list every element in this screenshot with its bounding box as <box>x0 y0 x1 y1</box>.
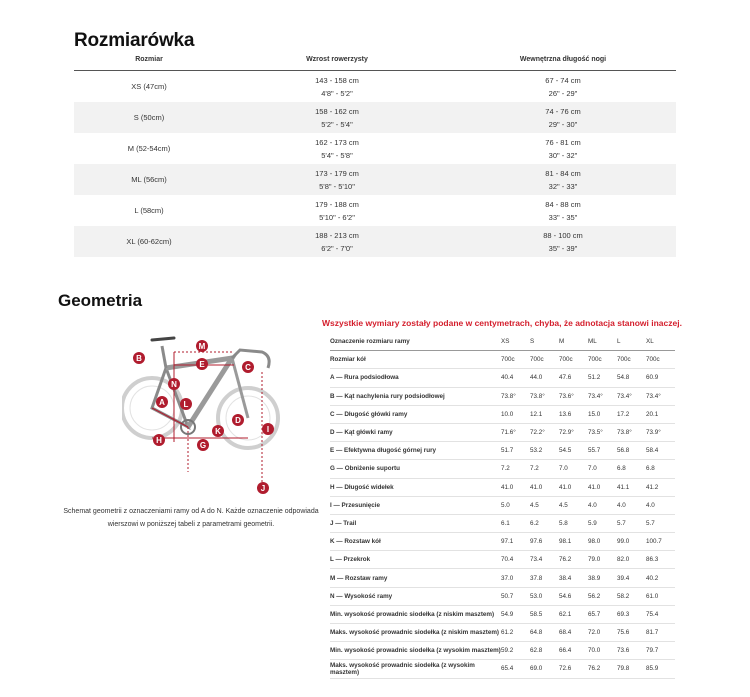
size-cell: XL (60-62cm) <box>126 237 172 246</box>
table-row <box>330 624 675 642</box>
header-height: Wzrost rowerzysty <box>306 56 368 63</box>
sizing-title: Rozmiarówka <box>74 30 195 51</box>
geometry-label: Maks. wysokość prowadnic siodełka (z niskim masztem) <box>330 629 500 637</box>
geometry-value: 62.8 <box>530 647 543 655</box>
geometry-value: 62.1 <box>559 610 572 618</box>
svg-text:A: A <box>159 398 165 407</box>
geometry-value: 82.0 <box>617 556 630 564</box>
svg-text:G: G <box>199 441 207 450</box>
svg-text:M: M <box>198 342 206 351</box>
geometry-title: Geometria <box>58 291 143 310</box>
geometry-value: 700c <box>617 356 631 364</box>
geometry-label: Min. wysokość prowadnic siodełka (z wysokim masztem) <box>330 647 501 655</box>
svg-text:D: D <box>235 416 241 425</box>
geometry-value: 54.5 <box>559 447 572 455</box>
height-cell <box>224 229 450 255</box>
geometry-value: 12.1 <box>530 410 543 418</box>
geometry-value: 40.4 <box>501 374 514 382</box>
geometry-value: 76.2 <box>588 665 601 673</box>
table-row <box>330 551 675 569</box>
table-row <box>330 369 675 387</box>
geometry-value: 97.6 <box>530 538 543 546</box>
height-cm: 158 - 162 cm <box>315 106 359 116</box>
geometry-value: 68.4 <box>559 629 572 637</box>
geometry-label: G — Obniżenie suportu <box>330 465 400 473</box>
geometry-value: 56.8 <box>617 447 630 455</box>
height-cm: 173 - 179 cm <box>315 168 359 178</box>
geometry-value: 41.0 <box>501 483 514 491</box>
geometry-value: 61.2 <box>501 629 514 637</box>
geometry-value: 700c <box>559 356 573 364</box>
geometry-value: 4.0 <box>588 501 597 509</box>
svg-text:C: C <box>245 363 251 372</box>
height-cell <box>224 198 450 224</box>
height-in: 6'2" - 7'0" <box>321 243 353 253</box>
geometry-label: Maks. wysokość prowadnic siodełka (z wysokim masztem) <box>330 661 475 676</box>
geometry-value: 70.4 <box>501 556 514 564</box>
table-row <box>74 102 676 133</box>
geometry-value: 58.2 <box>617 592 630 600</box>
geometry-value: 41.0 <box>559 483 572 491</box>
inseam-cm: 74 - 76 cm <box>545 106 581 116</box>
geometry-value: 54.6 <box>559 592 572 600</box>
inseam-in: 26" - 29" <box>548 88 578 98</box>
bike-geometry-diagram <box>122 322 282 497</box>
svg-text:B: B <box>136 354 142 363</box>
geometry-value: 44.0 <box>530 374 543 382</box>
size-cell: XS (47cm) <box>131 82 167 91</box>
table-row <box>330 479 675 497</box>
svg-text:L: L <box>183 400 189 409</box>
header-size: Rozmiar <box>135 56 163 63</box>
table-row <box>330 351 675 369</box>
header-xs: XS <box>501 338 510 346</box>
geometry-value: 15.0 <box>588 410 601 418</box>
header-xl: XL <box>646 338 654 346</box>
inseam-cell <box>450 198 676 224</box>
table-row <box>330 606 675 624</box>
geometry-label: J — Trail <box>330 519 357 527</box>
geometry-value: 4.0 <box>646 501 655 509</box>
size-cell: S (50cm) <box>133 113 165 122</box>
table-row <box>330 515 675 533</box>
table-row <box>74 164 676 195</box>
geometry-value: 5.0 <box>501 501 510 509</box>
header-s: S <box>530 338 535 346</box>
geometry-value: 98.0 <box>588 538 601 546</box>
sizing-table <box>74 56 676 257</box>
table-row <box>330 460 675 478</box>
inseam-cm: 67 - 74 cm <box>545 75 581 85</box>
geometry-value: 39.4 <box>617 574 630 582</box>
geometry-value: 79.7 <box>646 647 659 655</box>
header-label: Oznaczenie rozmiaru ramy <box>330 338 410 346</box>
geometry-value: 5.7 <box>646 519 655 527</box>
header-l: L <box>617 338 621 346</box>
geometry-value: 37.8 <box>530 574 543 582</box>
table-row <box>74 71 676 102</box>
table-row <box>74 195 676 226</box>
geometry-value: 54.8 <box>617 374 630 382</box>
geometry-value: 58.5 <box>530 610 543 618</box>
geometry-value: 700c <box>530 356 544 364</box>
geometry-table <box>330 333 675 679</box>
geometry-value: 40.2 <box>646 574 659 582</box>
geometry-label: Min. wysokość prowadnic siodełka (z niskim masztem) <box>330 610 495 618</box>
table-row <box>330 642 675 660</box>
inseam-cell <box>450 105 676 131</box>
table-row <box>330 406 675 424</box>
geometry-value: 75.4 <box>646 610 659 618</box>
geometry-value: 56.2 <box>588 592 601 600</box>
geometry-value: 60.9 <box>646 374 659 382</box>
geometry-table-header <box>330 333 675 351</box>
geometry-value: 73.8° <box>617 429 632 437</box>
table-row <box>330 497 675 515</box>
geometry-value: 73.9° <box>646 429 661 437</box>
geometry-value: 7.0 <box>588 465 597 473</box>
geometry-value: 7.2 <box>501 465 510 473</box>
geometry-value: 20.1 <box>646 410 659 418</box>
geometry-value: 71.6° <box>501 429 516 437</box>
geometry-value: 79.8 <box>617 665 630 673</box>
inseam-in: 35" - 39" <box>548 243 578 253</box>
geometry-value: 73.5° <box>588 429 603 437</box>
table-row <box>330 569 675 587</box>
size-cell: ML (56cm) <box>131 175 167 184</box>
height-cm: 188 - 213 cm <box>315 230 359 240</box>
height-in: 5'8" - 5'10" <box>319 181 355 191</box>
geometry-value: 73.6 <box>617 647 630 655</box>
geometry-value: 700c <box>501 356 515 364</box>
geometry-value: 76.2 <box>559 556 572 564</box>
geometry-label: D — Kąt główki ramy <box>330 429 393 437</box>
geometry-value: 65.4 <box>501 665 514 673</box>
height-cm: 162 - 173 cm <box>315 137 359 147</box>
geometry-value: 73.4 <box>530 556 543 564</box>
geometry-value: 5.7 <box>617 519 626 527</box>
inseam-cm: 88 - 100 cm <box>543 230 583 240</box>
table-row <box>330 424 675 442</box>
inseam-in: 30" - 32" <box>548 150 578 160</box>
height-cell <box>224 167 450 193</box>
geometry-value: 51.2 <box>588 374 601 382</box>
header-m: M <box>559 338 565 346</box>
geometry-value: 75.6 <box>617 629 630 637</box>
inseam-in: 29" - 30" <box>548 119 578 129</box>
inseam-cell <box>450 74 676 100</box>
inseam-cm: 81 - 84 cm <box>545 168 581 178</box>
geometry-value: 61.0 <box>646 592 659 600</box>
geometry-value: 17.2 <box>617 410 630 418</box>
geometry-value: 73.4° <box>617 392 632 400</box>
geometry-value: 4.0 <box>617 501 626 509</box>
geometry-value: 79.0 <box>588 556 601 564</box>
geometry-value: 58.4 <box>646 447 659 455</box>
geometry-label: M — Rozstaw ramy <box>330 574 388 582</box>
geometry-value: 85.9 <box>646 665 659 673</box>
geometry-value: 53.2 <box>530 447 543 455</box>
geometry-value: 700c <box>588 356 602 364</box>
geometry-label: K — Rozstaw kół <box>330 538 381 546</box>
svg-text:N: N <box>171 380 177 389</box>
size-cell: M (52-54cm) <box>127 144 171 153</box>
geometry-value: 6.1 <box>501 519 510 527</box>
geometry-value: 38.4 <box>559 574 572 582</box>
geometry-value: 73.4° <box>588 392 603 400</box>
geometry-value: 65.7 <box>588 610 601 618</box>
geometry-value: 81.7 <box>646 629 659 637</box>
geometry-value: 59.2 <box>501 647 514 655</box>
header-inseam: Wewnętrzna długość nogi <box>519 56 607 63</box>
geometry-value: 53.0 <box>530 592 543 600</box>
geometry-label: A — Rura podsiodłowa <box>330 374 399 382</box>
geometry-value: 6.8 <box>617 465 626 473</box>
geometry-value: 99.0 <box>617 538 630 546</box>
inseam-cm: 76 - 81 cm <box>545 137 581 147</box>
height-cm: 179 - 188 cm <box>315 199 359 209</box>
height-in: 4'8" - 5'2" <box>321 88 353 98</box>
svg-text:J: J <box>260 484 266 493</box>
geometry-value: 100.7 <box>646 538 662 546</box>
geometry-value: 5.9 <box>588 519 597 527</box>
sizing-table-header <box>74 56 676 71</box>
height-in: 5'2" - 5'4" <box>321 119 353 129</box>
geometry-value: 50.7 <box>501 592 514 600</box>
table-row <box>330 442 675 460</box>
geometry-value: 51.7 <box>501 447 514 455</box>
geometry-value: 69.3 <box>617 610 630 618</box>
geometry-value: 72.6 <box>559 665 572 673</box>
geometry-value: 700c <box>646 356 660 364</box>
geometry-label: H — Długość widełek <box>330 483 394 491</box>
inseam-cell <box>450 136 676 162</box>
geometry-value: 73.4° <box>646 392 661 400</box>
geometry-label: L — Przekrok <box>330 556 371 564</box>
geometry-label: Rozmiar kół <box>330 356 366 364</box>
geometry-value: 72.0 <box>588 629 601 637</box>
height-in: 5'4" - 5'8" <box>321 150 353 160</box>
inseam-in: 33" - 35" <box>548 212 578 222</box>
geometry-label: B — Kąt nachylenia rury podsiodłowej <box>330 392 445 400</box>
svg-text:H: H <box>156 436 162 445</box>
inseam-cm: 84 - 88 cm <box>545 199 581 209</box>
geometry-value: 69.0 <box>530 665 543 673</box>
geometry-value: 10.0 <box>501 410 514 418</box>
table-row <box>330 588 675 606</box>
table-row <box>330 388 675 406</box>
height-cm: 143 - 158 cm <box>315 75 359 85</box>
table-row <box>74 133 676 164</box>
inseam-cell <box>450 167 676 193</box>
size-cell: L (58cm) <box>134 206 164 215</box>
geometry-value: 72.2° <box>530 429 545 437</box>
geometry-value: 86.3 <box>646 556 659 564</box>
svg-text:I: I <box>266 425 270 434</box>
geometry-value: 72.9° <box>559 429 574 437</box>
svg-text:E: E <box>199 360 205 369</box>
table-row <box>330 533 675 551</box>
geometry-value: 54.9 <box>501 610 514 618</box>
geometry-value: 55.7 <box>588 447 601 455</box>
height-in: 5'10" - 6'2" <box>319 212 355 222</box>
geometry-value: 4.5 <box>559 501 568 509</box>
geometry-value: 41.1 <box>617 483 630 491</box>
height-cell <box>224 74 450 100</box>
geometry-value: 7.0 <box>559 465 568 473</box>
geometry-value: 73.8° <box>501 392 516 400</box>
height-cell <box>224 136 450 162</box>
geometry-label: N — Wysokość ramy <box>330 592 393 600</box>
geometry-value: 70.0 <box>588 647 601 655</box>
geometry-value: 47.6 <box>559 374 572 382</box>
geometry-value: 41.0 <box>588 483 601 491</box>
table-row <box>74 226 676 257</box>
height-cell <box>224 105 450 131</box>
geometry-value: 13.6 <box>559 410 572 418</box>
diagram-caption: Schemat geometrii z oznaczeniami ramy od A do N. Każde oznaczenie odpowiada wierszowi w poniższej tabeli z parametrami geometrii. <box>63 508 319 528</box>
geometry-value: 7.2 <box>530 465 539 473</box>
geometry-value: 41.0 <box>530 483 543 491</box>
units-note: Wszystkie wymiary zostały podane w centymetrach, chyba, że adnotacja stanowi inaczej. <box>322 318 682 328</box>
geometry-value: 97.1 <box>501 538 514 546</box>
inseam-in: 32" - 33" <box>548 181 578 191</box>
geometry-value: 38.9 <box>588 574 601 582</box>
geometry-value: 41.2 <box>646 483 659 491</box>
table-row <box>330 660 675 678</box>
geometry-value: 98.1 <box>559 538 572 546</box>
geometry-value: 73.8° <box>530 392 545 400</box>
geometry-value: 4.5 <box>530 501 539 509</box>
geometry-value: 73.6° <box>559 392 574 400</box>
geometry-value: 6.2 <box>530 519 539 527</box>
geometry-value: 64.8 <box>530 629 543 637</box>
inseam-cell <box>450 229 676 255</box>
geometry-value: 66.4 <box>559 647 572 655</box>
svg-text:K: K <box>215 427 221 436</box>
geometry-label: C — Długość główki ramy <box>330 410 408 418</box>
geometry-label: E — Efektywna długość górnej rury <box>330 447 437 455</box>
geometry-value: 6.8 <box>646 465 655 473</box>
header-ml: ML <box>588 338 597 346</box>
geometry-value: 5.8 <box>559 519 568 527</box>
geometry-value: 37.0 <box>501 574 514 582</box>
geometry-label: I — Przesunięcie <box>330 501 381 509</box>
